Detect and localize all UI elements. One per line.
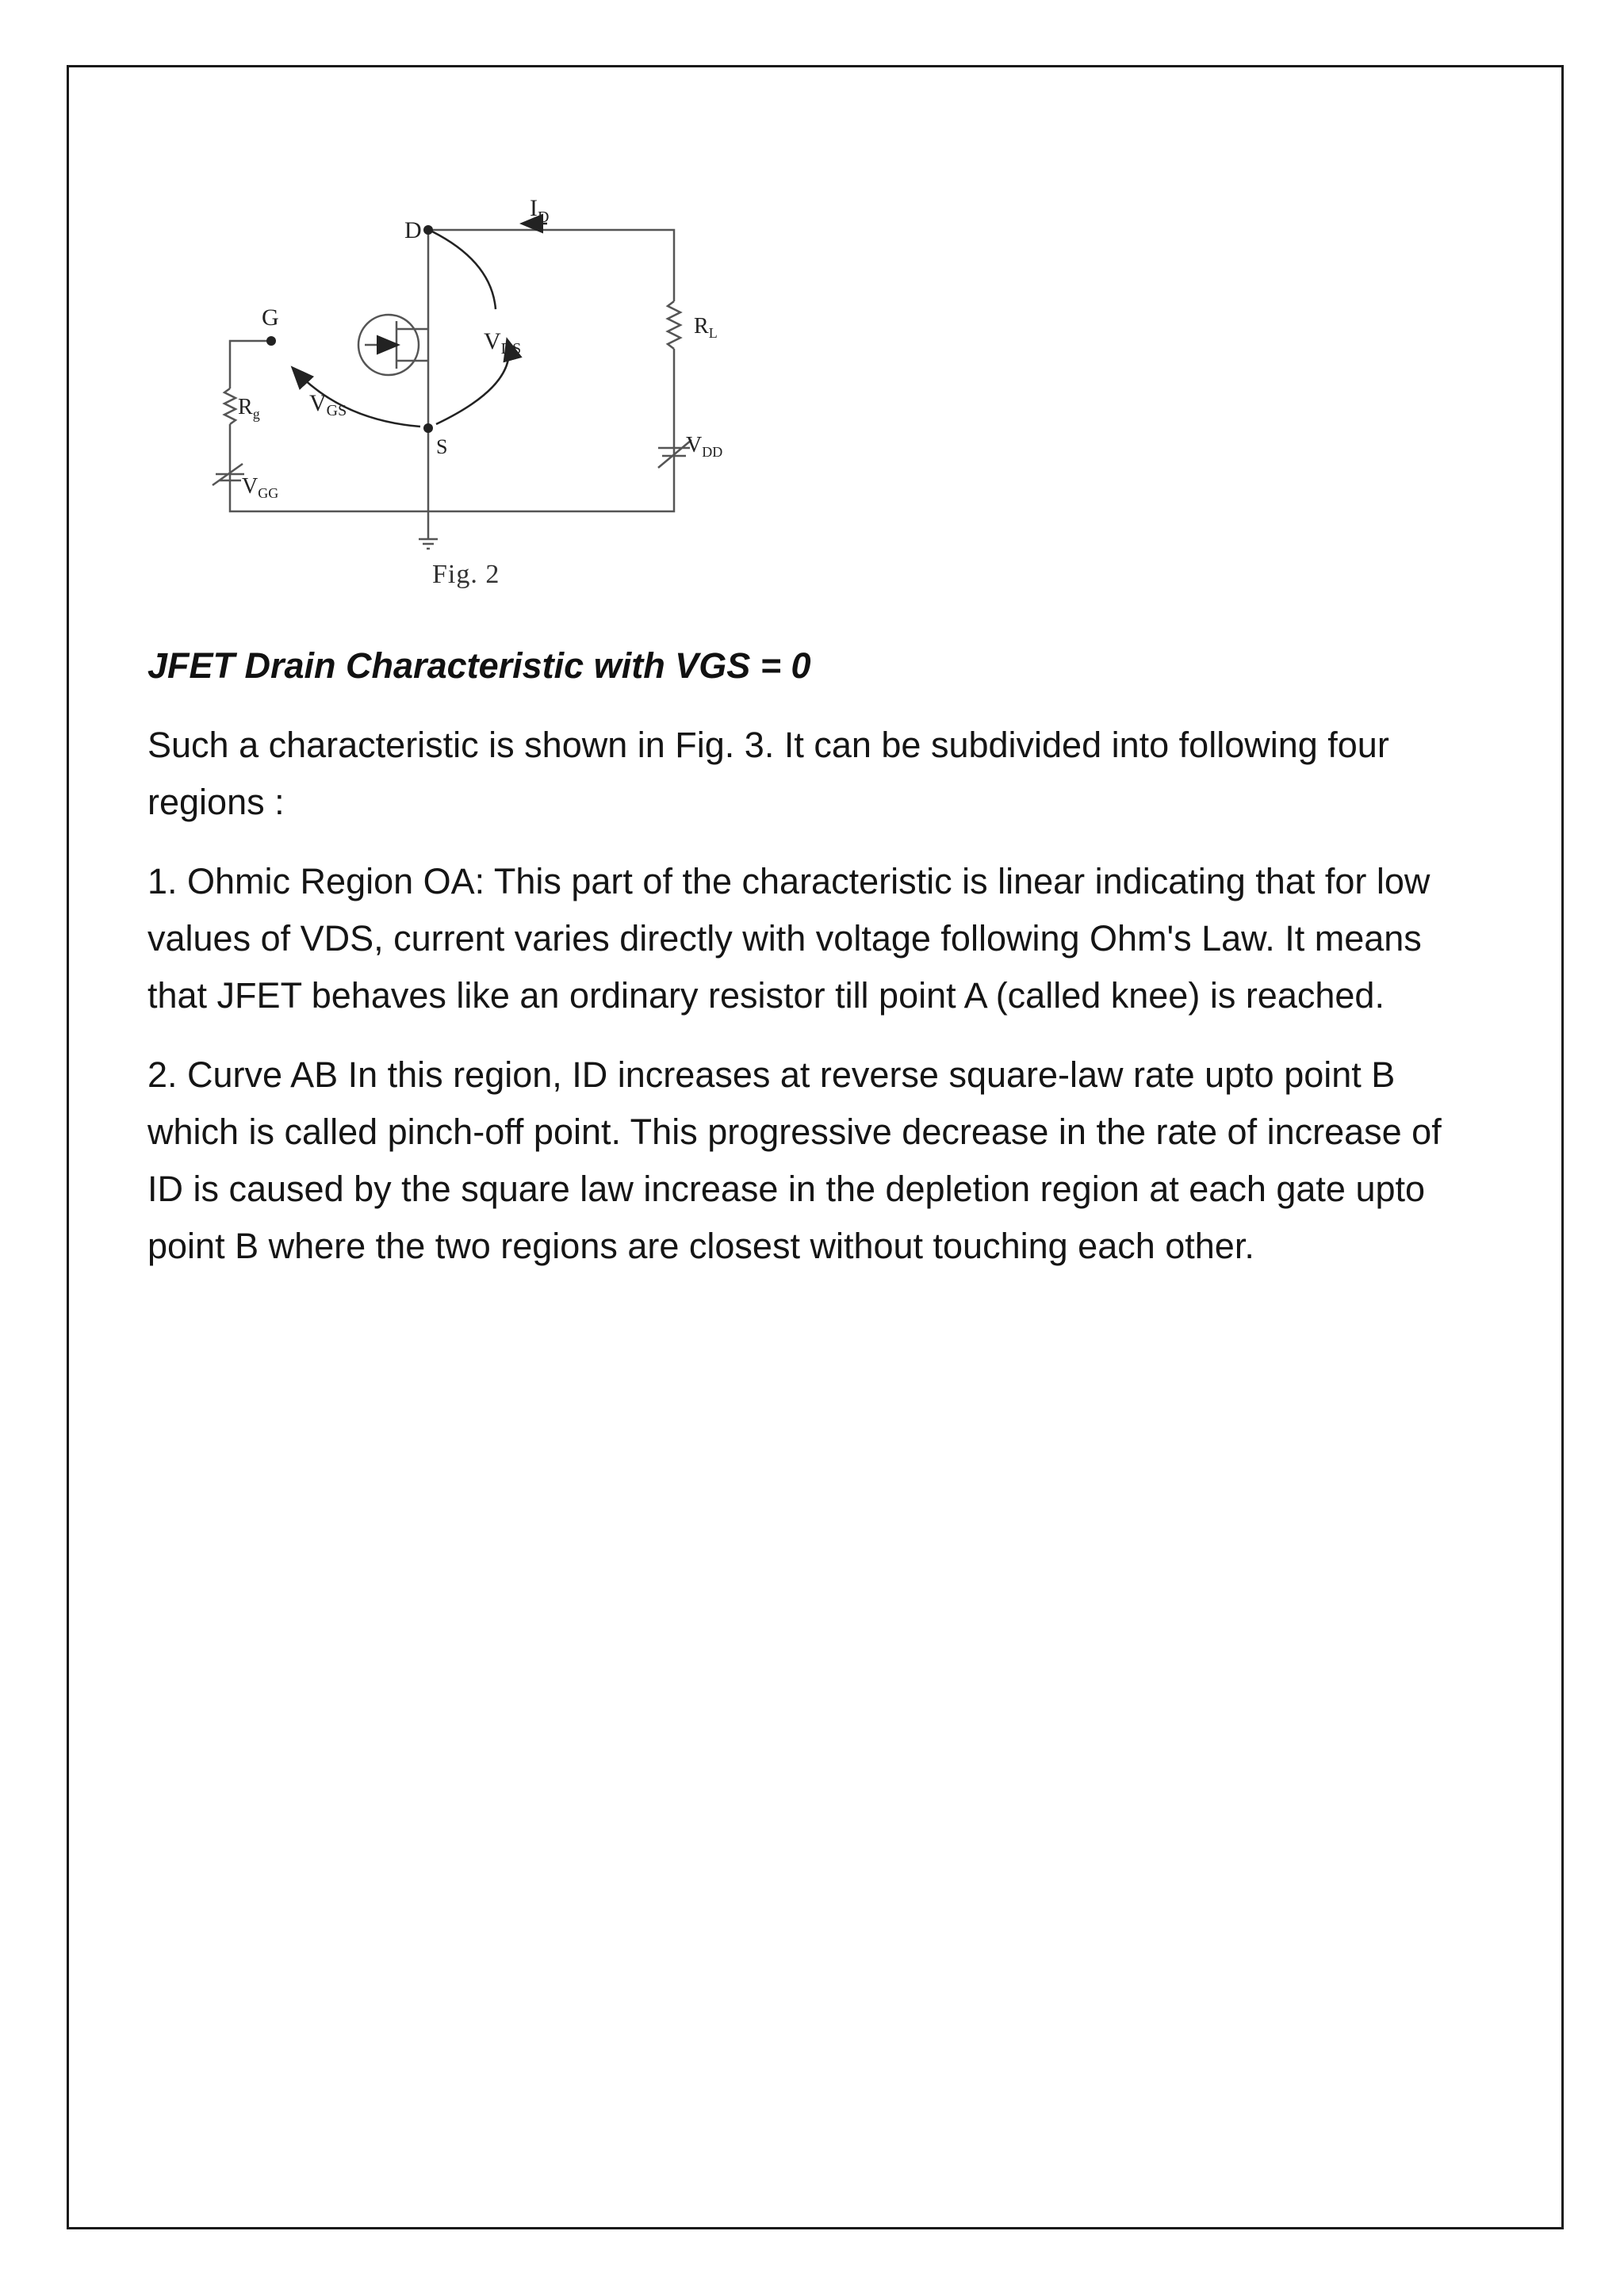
source-terminal [423, 423, 433, 433]
resistor-rl [668, 301, 680, 349]
jfet-channel [396, 321, 428, 369]
label-rg: $R_g$ [238, 395, 260, 422]
label-vdd: $V_{DD}$ [686, 433, 723, 460]
label-vgs: $V_{GS}$ [309, 390, 347, 419]
drain-terminal [423, 225, 433, 235]
vds-arrow-top [432, 232, 496, 309]
source-vgg [213, 464, 244, 485]
label-rl: $R_L$ [694, 314, 718, 341]
label-vgg: $V_{GG}$ [242, 474, 279, 501]
paragraph-intro: Such a characteristic is shown in Fig. 3. It can be subdivided into following four regions : [147, 725, 1389, 822]
label-source: S [436, 435, 448, 458]
circuit-svg [198, 174, 785, 618]
wire-gate [230, 341, 270, 388]
gate-terminal [266, 336, 276, 346]
label-vds: $V_{DS}$ [484, 328, 522, 358]
jfet-circuit-diagram [198, 174, 785, 618]
figure-caption: Fig. 2 [432, 560, 500, 589]
wire-drain-top [428, 230, 674, 301]
section-heading: JFET Drain Characteristic with VGS = 0 [147, 645, 811, 686]
ground-symbol [419, 539, 438, 549]
label-id: $I_D$ [530, 195, 550, 226]
label-drain: D [404, 217, 422, 243]
paragraph-ohmic-region: 1. Ohmic Region OA: This part of the characteristic is linear indicating that for low values of VDS, current varies directly with voltage following Ohm's Law. It means that JFET behaves like an ordinary resistor till point A (called knee) is reached. [147, 861, 1431, 1016]
document-body [147, 642, 1480, 1297]
paragraph-curve-ab: 2. Curve AB In this region, ID increases at reverse square-law rate upto point B which is called pinch-off point. This progressive decrease in the rate of increase of ID is caused by the square law increase in the depletion region at each gate upto point B where the two regions are closest without touching each other. [147, 1054, 1442, 1266]
label-gate: G [262, 304, 279, 331]
resistor-rg [224, 388, 236, 424]
